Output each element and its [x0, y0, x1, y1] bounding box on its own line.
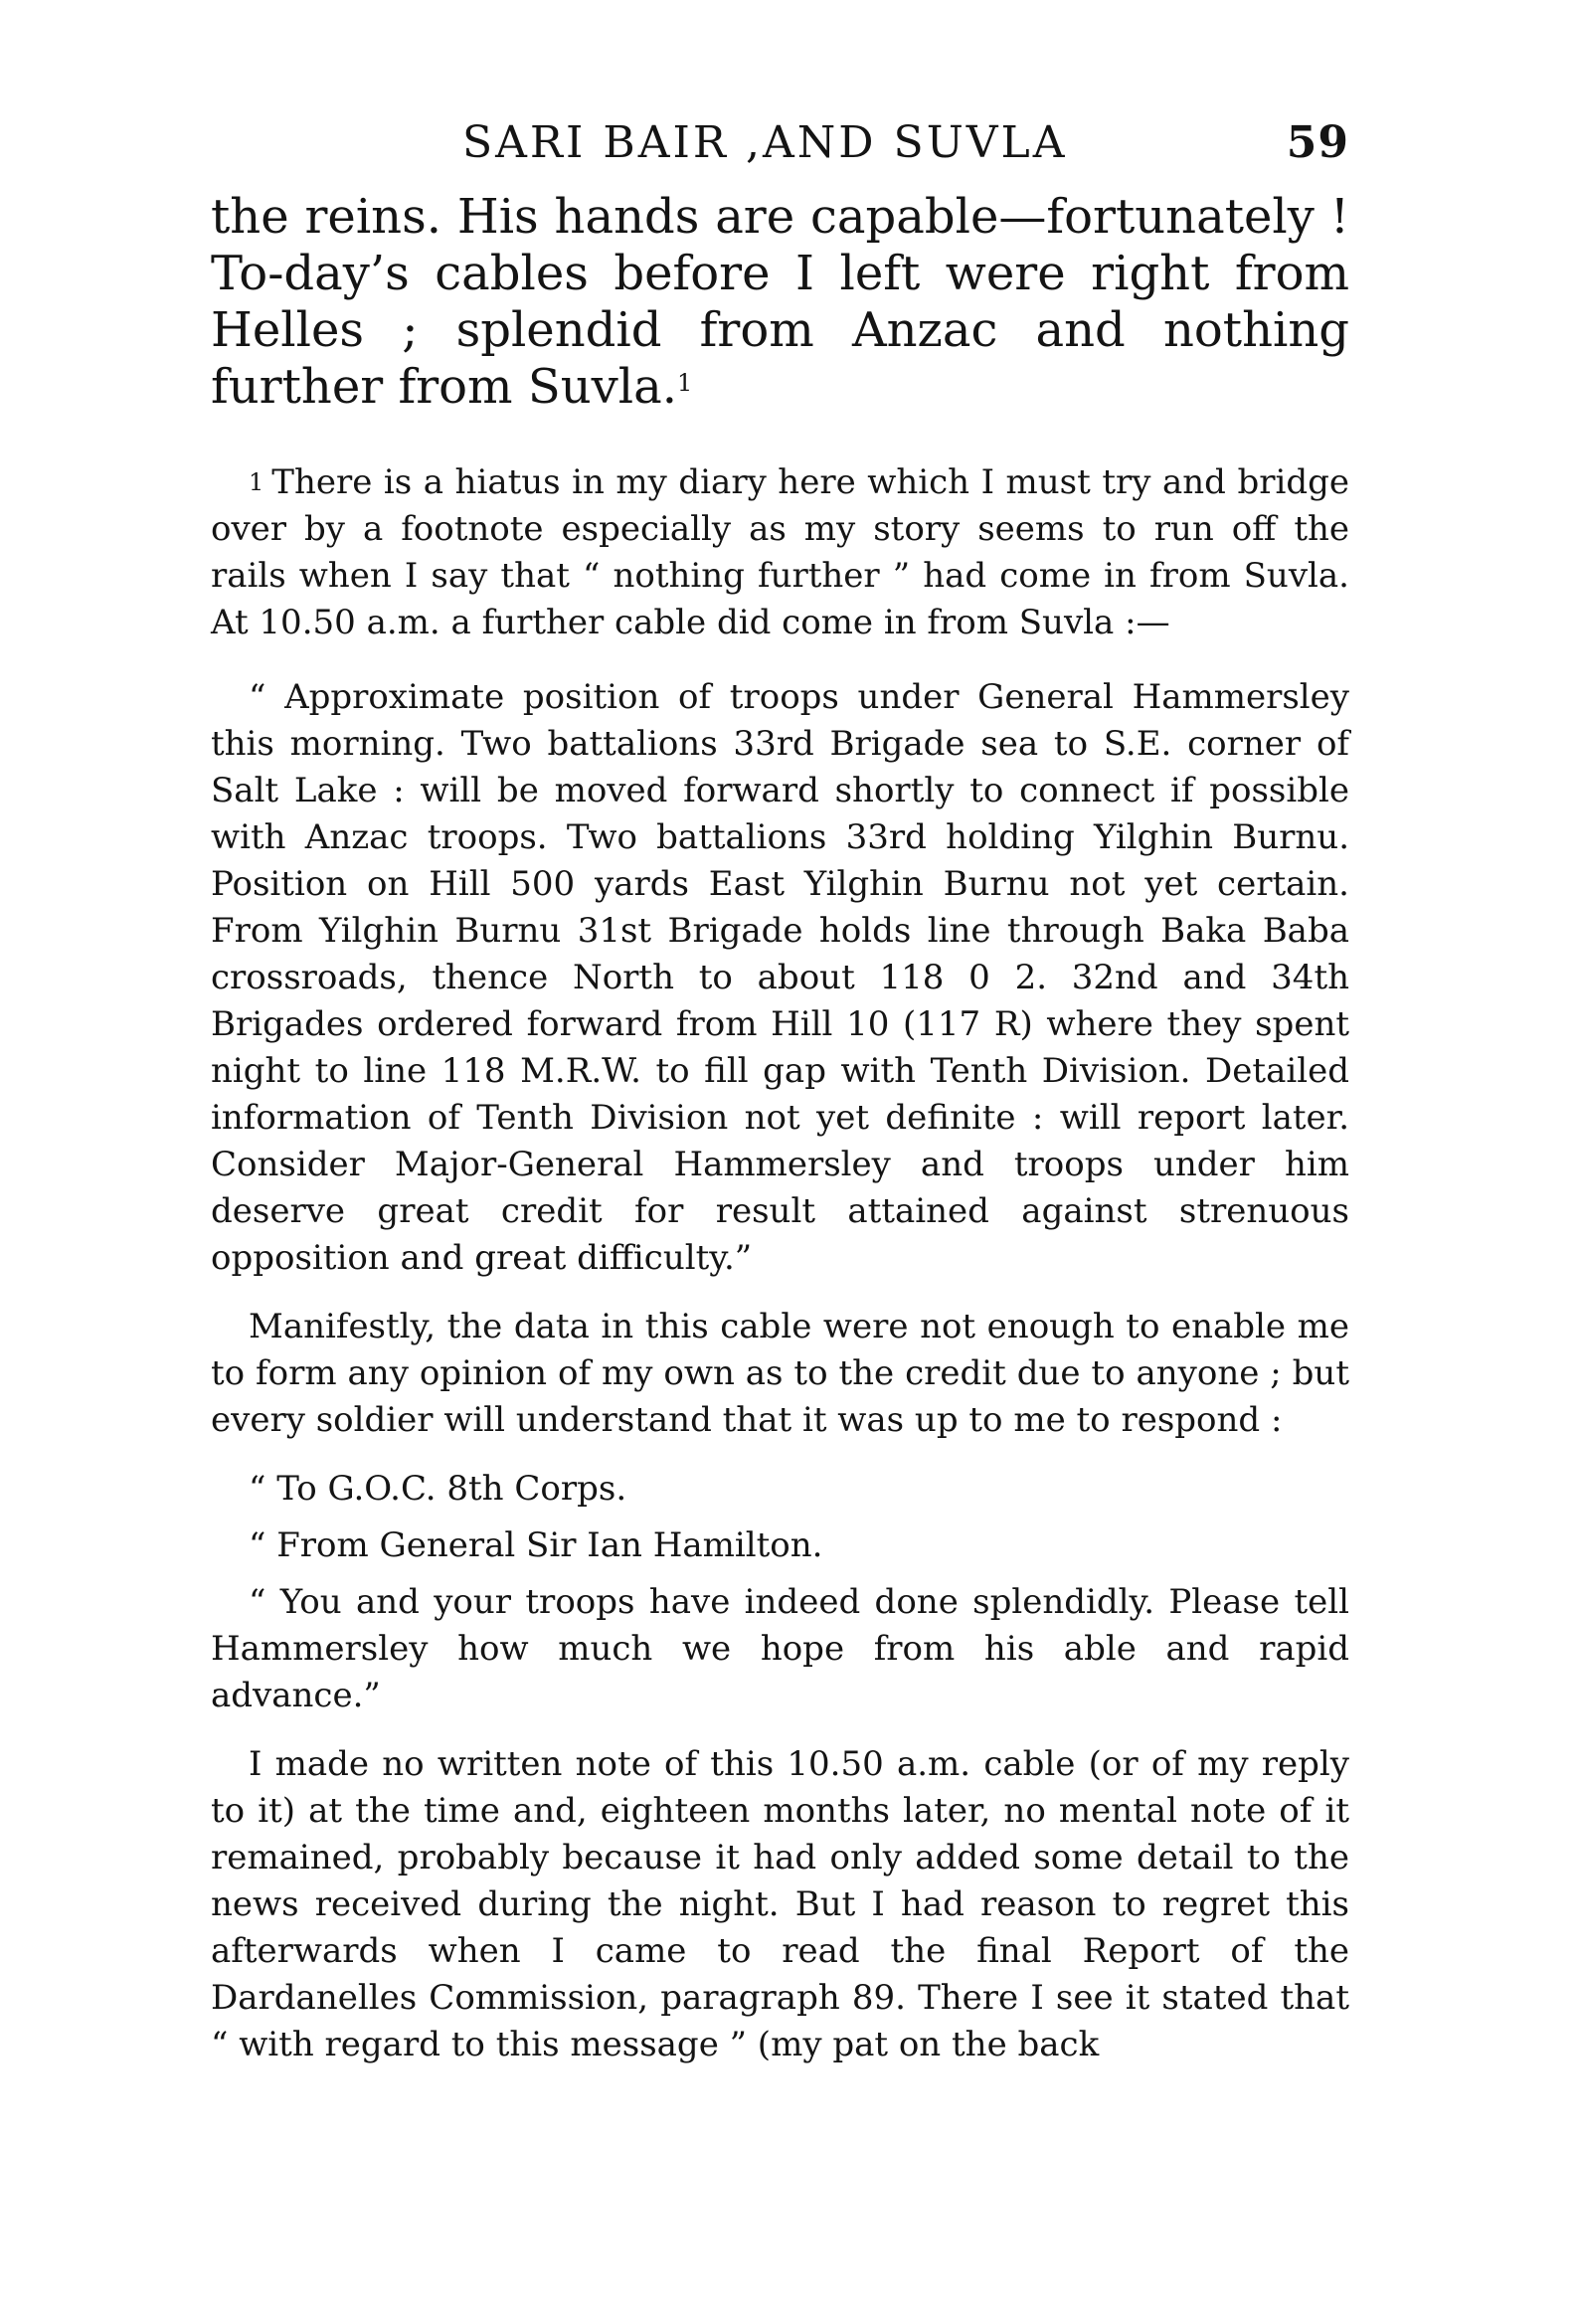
reply-to-line: “ To G.O.C. 8th Corps. [249, 1469, 627, 1509]
footnote-marker: 1 [249, 468, 264, 496]
footnote [211, 459, 1349, 2068]
running-title: SARI BAIR ,AND SUVLA [462, 117, 1068, 168]
body-text: the reins. His hands are capable—fortunately ! To-day’s cables before I left were right from Helles ; splendid from Anzac and nothing further from Suvla. [211, 189, 1349, 415]
body-paragraph [211, 189, 1349, 416]
reply-from-line: “ From General Sir Ian Hamilton. [249, 1525, 823, 1565]
page-number: 59 [1286, 117, 1349, 168]
footnote-intro [211, 459, 1349, 646]
footnote-reference: 1 [676, 369, 693, 397]
closing-paragraph: I made no written note of this 10.50 a.m. cable (or of my reply to it) at the time and, eighteen months later, no mental note of it remained, probably because it had only added some detail to the news received during the night. But I had reason to regret this afterwards when I came to read the final Report of the Dardanelles Commission, paragraph 89. There I see it stated that “ with regard to this message ” (my pat on the back [211, 1744, 1349, 2064]
running-head [211, 109, 1349, 189]
reply-body: “ You and your troops have indeed done splendidly. Please tell Hammersley how much we hope from his able and rapid advance.” [211, 1582, 1349, 1715]
book-page [211, 109, 1349, 2090]
footnote-intro-text: There is a hiatus in my diary here which I must try and bridge over by a footnote especially as my story seems to run off the rails when I say that “ nothing further ” had come in from Suvla. At 10.50 a.m. a further cable did come in from Suvla :— [211, 462, 1349, 642]
manifestly-paragraph: Manifestly, the data in this cable were not enough to enable me to form any opinion of my own as to the credit due to anyone ; but every soldier will understand that it was up to me to respond : [211, 1307, 1349, 1440]
cable-quote: “ Approximate position of troops under General Hammersley this morning. Two battalions 33rd Brigade sea to S.E. corner of Salt Lake : will be moved forward shortly to connect if possible with Anzac troops. Two battalions 33rd holding Yilghin Burnu. Position on Hill 500 yards East Yilghin Burnu not yet certain. From Yilghin Burnu 31st Brigade holds line through Baka Baba crossroads, thence North to about 118 0 2. 32nd and 34th Brigades ordered forward from Hill 10 (117 R) where they spent night to line 118 M.R.W. to fill gap with Tenth Division. Detailed information of Tenth Division not yet definite : will report later. Consider Major-General Hammersley and troops under him deserve great credit for result attained against strenuous opposition and great difficulty.” [211, 677, 1349, 1278]
